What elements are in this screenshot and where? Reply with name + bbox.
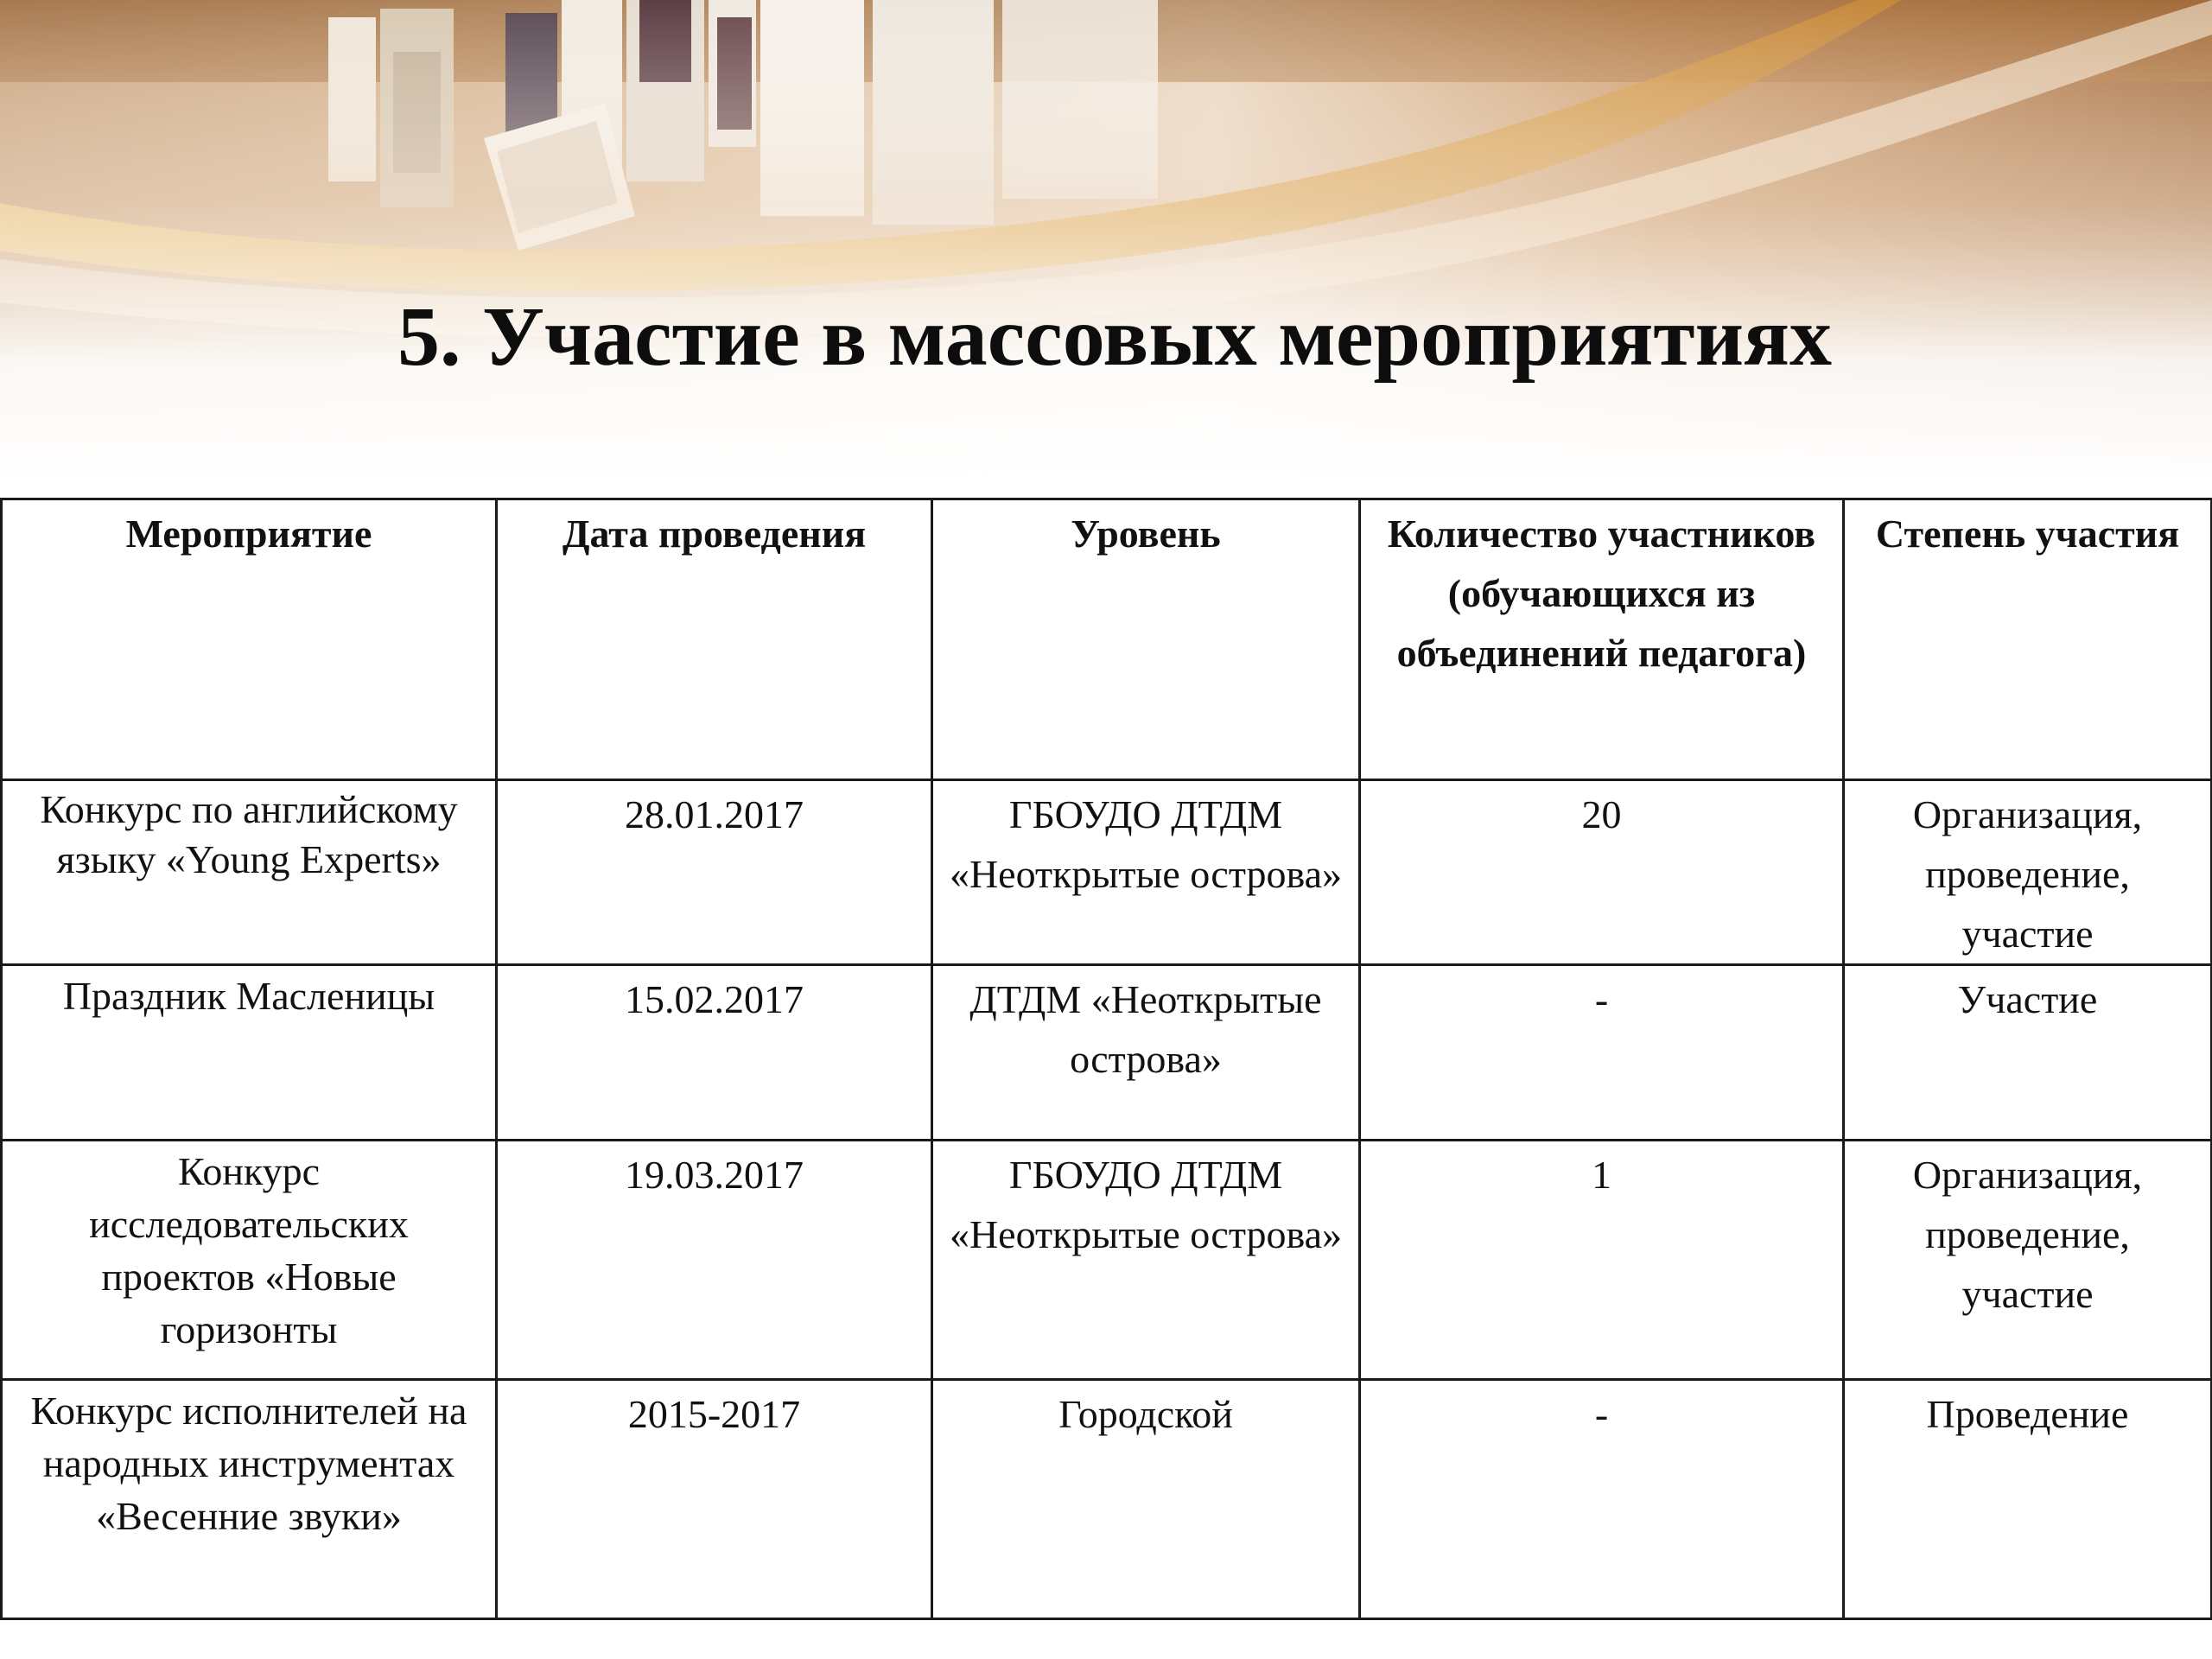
cell-participation: Организация, проведение, участие [1844,1141,2212,1380]
cell-level: Городской [932,1380,1360,1619]
header-date: Дата проведения [497,499,932,780]
cell-date: 28.01.2017 [497,780,932,965]
cell-participation: Участие [1844,965,2212,1141]
table-row [2,1380,2212,1619]
cell-level: ГБОУДО ДТДМ «Неоткрытые острова» [932,780,1360,965]
cell-count: 20 [1360,780,1844,965]
cell-count: - [1360,1380,1844,1619]
table-row [2,1141,2212,1380]
cell-date: 15.02.2017 [497,965,932,1141]
cell-count: 1 [1360,1141,1844,1380]
cell-event: Конкурс по английскому языку «Young Experts» [2,780,497,965]
cell-event: Праздник Масленицы [2,965,497,1141]
events-table-container [0,498,2212,1620]
cell-level: ГБОУДО ДТДМ «Неоткрытые острова» [932,1141,1360,1380]
header-event: Мероприятие [2,499,497,780]
cell-date: 2015-2017 [497,1380,932,1619]
page-title: 5. Участие в массовых мероприятиях [397,290,1833,384]
header-participation: Степень участия [1844,499,2212,780]
cell-participation: Организация, проведение, участие [1844,780,2212,965]
table-row [2,965,2212,1141]
events-table [0,498,2212,1620]
bookshelf-photo [0,0,2212,484]
cell-count: - [1360,965,1844,1141]
cell-event: Конкурс исполнителей на народных инструментах «Весенние звуки» [2,1380,497,1619]
cell-date: 19.03.2017 [497,1141,932,1380]
header-banner-image [0,0,2212,484]
cell-level: ДТДМ «Неоткрытые острова» [932,965,1360,1141]
header-level: Уровень [932,499,1360,780]
cell-participation: Проведение [1844,1380,2212,1619]
cell-event: Конкурс исследовательских проектов «Новые горизонты [2,1141,497,1380]
header-count: Количество участников (обучающихся из объединений педагога) [1360,499,1844,780]
table-header-row [2,499,2212,780]
table-row [2,780,2212,965]
